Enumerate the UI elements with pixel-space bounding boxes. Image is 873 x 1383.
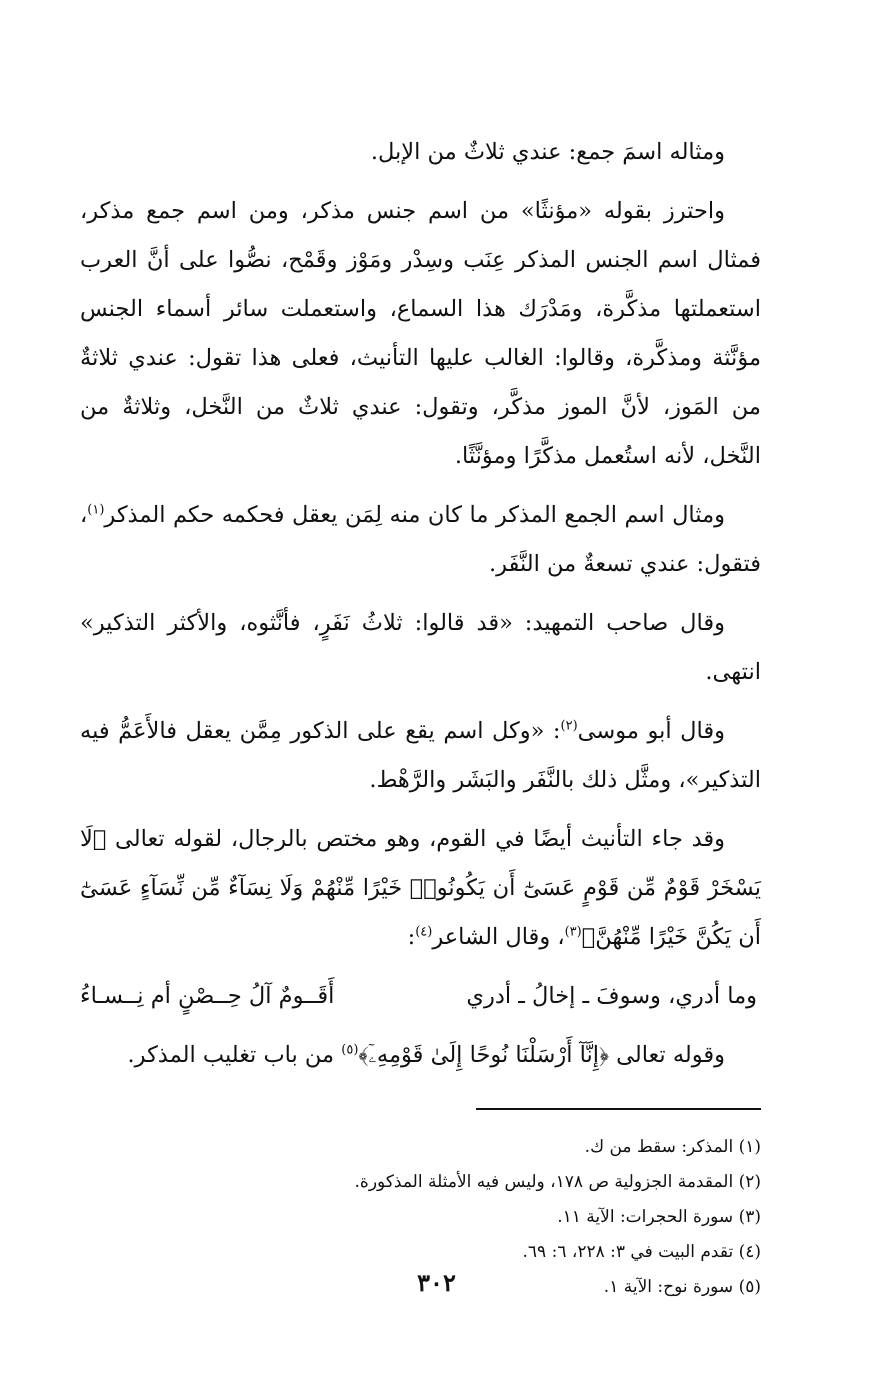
main-text bbox=[80, 128, 761, 1080]
paragraph-2: واحترز بقوله «مؤنثًا» من اسم جنس مذكر، ومن اسم جمع مذكر، فمثال اسم الجنس المذكر عِنَب وسِدْر ومَوْز وقَمْح، نصُّوا على أنَّ العرب استعملتها مذكَّرة، ومَدْرَك هذا السماع، واستعملت سائر أسماء الجنس مؤنَّثة ومذكَّرة، وقالوا: الغالب عليها التأنيث، فعلى هذا تقول: عندي ثلاثةٌ من المَوز، لأنَّ الموز مذكَّر، وتقول: عندي ثلاثٌ من النَّخل، وثلاثةٌ من النَّخل، لأنه استُعمل مذكَّرًا ومؤنَّثًا. bbox=[80, 198, 761, 469]
paragraph-3 bbox=[80, 491, 761, 589]
paragraph-1: ومثاله اسمَ جمع: عندي ثلاثٌ من الإبل. bbox=[370, 139, 725, 165]
paragraph-7-text-b: من باب تغليب المذكر. bbox=[127, 1042, 342, 1068]
footnote-marker-3: (٣) bbox=[564, 924, 582, 940]
footnote-marker-4: (٤) bbox=[415, 924, 433, 940]
footnote-separator bbox=[476, 1108, 761, 1110]
paragraph-5-text-a: وقال أبو موسى bbox=[577, 718, 725, 744]
poem-first-hemistich: وما أدري، وسوفَ ـ إخالُ ـ أدري bbox=[466, 983, 757, 1009]
poet-intro-colon: : bbox=[407, 924, 416, 950]
footnote-marker-5: (٥) bbox=[341, 1042, 359, 1058]
paragraph-4: وقال صاحب التمهيد: «قد قالوا: ثلاثُ نَفَرٍ، فأنَّثوه، والأكثر التذكير» انتهى. bbox=[80, 610, 761, 685]
footnote-2: (٢) المقدمة الجزولية ص ١٧٨، وليس فيه الأمثلة المذكورة. bbox=[354, 1172, 761, 1192]
poem-verse bbox=[80, 972, 761, 1021]
paragraph-6 bbox=[80, 815, 761, 962]
poem-second-hemistich: أَقَــومٌ آلُ حِــصْنٍ أم نِــسـاءُ bbox=[80, 983, 335, 1009]
footnote-3: (٣) سورة الحجرات: الآية ١١. bbox=[557, 1207, 761, 1227]
footnote-4: (٤) تقدم البيت في ٣: ٢٢٨، ٦: ٦٩. bbox=[522, 1242, 761, 1262]
footnote-5: (٥) سورة نوح: الآية ١. bbox=[603, 1277, 761, 1297]
paragraph-3-text-b: ، فتقول: عندي تسعةٌ من النَّفَر. bbox=[80, 502, 761, 577]
paragraph-7 bbox=[80, 1031, 761, 1080]
quran-quote-nuh: وقوله تعالى ﴿إِنَّآ أَرْسَلْنَا نُوحًا إِلَىٰ قَوْمِهِۦٓ﴾ bbox=[358, 1042, 725, 1068]
paragraph-5-text-b: : «وكل اسم يقع على الذكور مِمَّن يعقل فالأَعَمُّ فيه التذكير»، ومثَّل ذلك بالنَّفَر والبَشَر والرَّهْط. bbox=[80, 718, 761, 793]
footnote-marker-1: (١) bbox=[87, 502, 105, 518]
poet-intro: ، وقال الشاعر bbox=[432, 924, 565, 950]
page-number: ٣٠٢ bbox=[417, 1268, 456, 1297]
footnote-1: (١) المذكر: سقط من ك. bbox=[584, 1137, 761, 1157]
paragraph-3-text-a: ومثال اسم الجمع المذكر ما كان منه لِمَن يعقل فحكمه حكم المذكر bbox=[104, 502, 725, 528]
footnote-marker-2: (٢) bbox=[560, 718, 578, 734]
paragraph-5 bbox=[80, 707, 761, 805]
quran-quote-hujurat: وقد جاء التأنيث أيضًا في القوم، وهو مختص بالرجال، لقوله تعالى ﴿لَا يَسْخَرْ قَوْمٌ مِّن قَوْمٍ عَسَىٰٓ أَن يَكُونُوا۟ خَيْرًا مِّنْهُمْ وَلَا نِسَآءٌ مِّن نِّسَآءٍ عَسَىٰٓ أَن يَكُنَّ خَيْرًا مِّنْهُنَّ﴾ bbox=[80, 826, 761, 950]
